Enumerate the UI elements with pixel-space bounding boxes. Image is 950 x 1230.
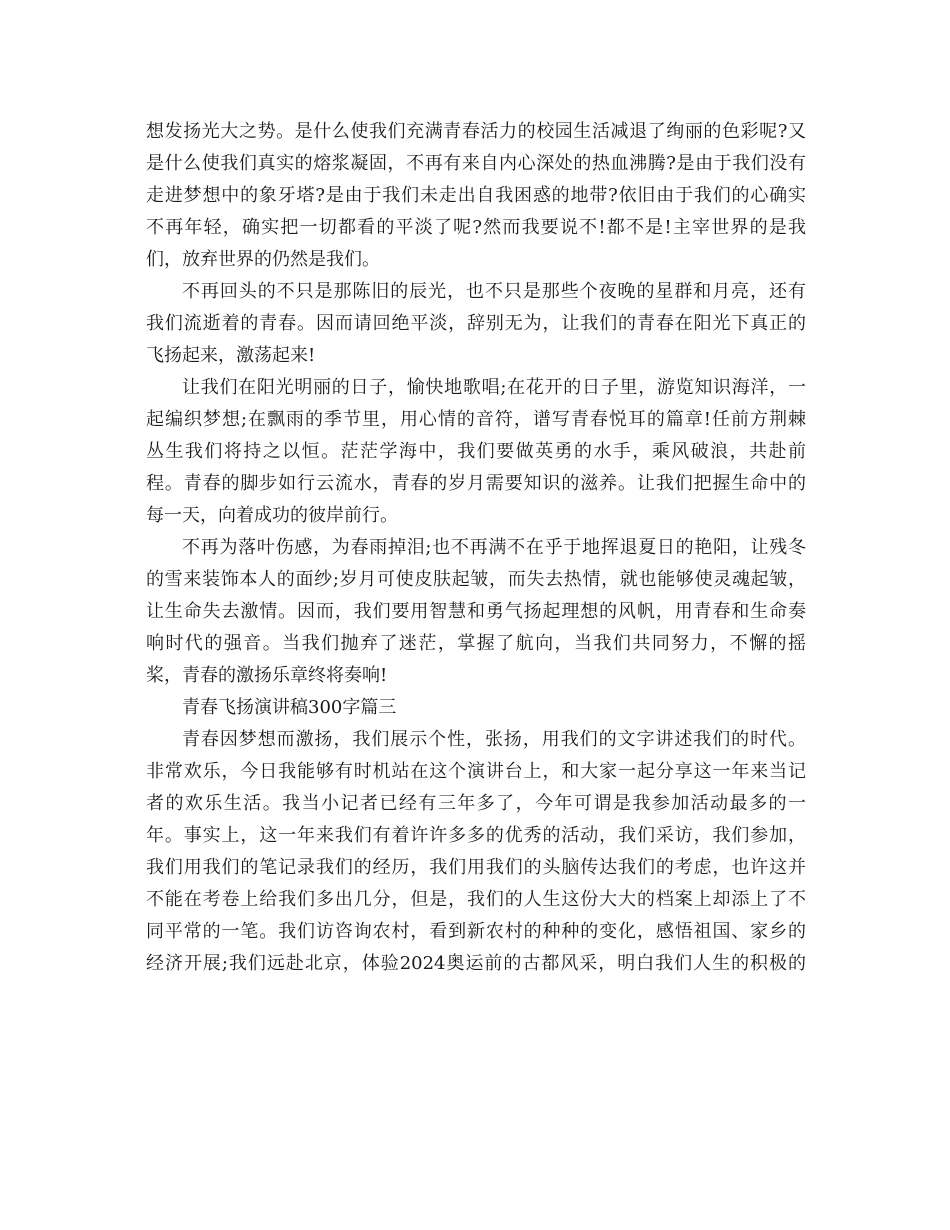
text-line: 不再为落叶伤感，为春雨掉泪;也不再满不在乎于地挥退夏日的艳阳，让残冬 [182, 537, 806, 558]
text-line: 不再年轻，确实把一切都看的平淡了呢?然而我要说不!都不是!主宰世界的是我 [146, 217, 806, 238]
text-line: 让生命失去激情。因而，我们要用智慧和勇气扬起理想的风帆，用青春和生命奏 [146, 601, 806, 622]
text-line: 不能在考卷上给我们多出几分，但是，我们的人生这份大大的档案上却添上了不 [146, 889, 806, 910]
document-body [146, 116, 806, 980]
text-line: 们，放弃世界的仍然是我们。 [146, 249, 380, 270]
text-line: 不再回头的不只是那陈旧的辰光，也不只是那些个夜晚的星群和月亮，还有 [182, 281, 806, 302]
text-line: 桨，青春的激扬乐章终将奏响! [146, 665, 388, 686]
text-line: 程。青春的脚步如行云流水，青春的岁月需要知识的滋养。让我们把握生命中的 [146, 473, 806, 494]
text-line: 年。事实上，这一年来我们有着许许多多的优秀的活动，我们采访，我们参加， [146, 825, 806, 846]
text-line: 每一天，向着成功的彼岸前行。 [146, 505, 398, 526]
paragraph-3 [146, 372, 806, 532]
text-line: 青春因梦想而激扬，我们展示个性，张扬，用我们的文字讲述我们的时代。 [182, 729, 806, 750]
text-line: 飞扬起来，激荡起来! [146, 345, 316, 366]
text-line: 的雪来装饰本人的面纱;岁月可使皮肤起皱，而失去热情，就也能够使灵魂起皱， [146, 569, 806, 590]
paragraph-2 [146, 276, 806, 372]
text-line: 我们流逝着的青春。因而请回绝平淡，辞别无为，让我们的青春在阳光下真正的 [146, 313, 806, 334]
text-line: 是什么使我们真实的熔浆凝固，不再有来自内心深处的热血沸腾?是由于我们没有 [146, 153, 806, 174]
paragraph-5 [146, 724, 806, 980]
text-line: 让我们在阳光明丽的日子，愉快地歌唱;在花开的日子里，游览知识海洋，一 [182, 377, 806, 398]
text-line: 非常欢乐，今日我能够有时机站在这个演讲台上，和大家一起分享这一年来当记 [146, 761, 806, 782]
text-line: 想发扬光大之势。是什么使我们充满青春活力的校园生活减退了绚丽的色彩呢?又 [146, 121, 806, 142]
text-line: 者的欢乐生活。我当小记者已经有三年多了，今年可谓是我参加活动最多的一 [146, 793, 806, 814]
text-line: 丛生我们将持之以恒。茫茫学海中，我们要做英勇的水手，乘风破浪，共赴前 [146, 441, 806, 462]
paragraph-4 [146, 532, 806, 692]
text-line: 同平常的一笔。我们访咨询农村，看到新农村的种种的变化，感悟祖国、家乡的 [146, 921, 806, 942]
text-line: 起编织梦想;在飘雨的季节里，用心情的音符，谱写青春悦耳的篇章!任前方荆棘 [146, 409, 806, 430]
text-line: 走进梦想中的象牙塔?是由于我们未走出自我困惑的地带?依旧由于我们的心确实 [146, 185, 806, 206]
text-line: 响时代的强音。当我们抛弃了迷茫，掌握了航向，当我们共同努力，不懈的摇 [146, 633, 806, 654]
text-line: 我们用我们的笔记录我们的经历，我们用我们的头脑传达我们的考虑，也许这并 [146, 857, 806, 878]
paragraph-1 [146, 116, 806, 276]
text-line: 经济开展;我们远赴北京，体验2024奥运前的古都风采，明白我们人生的积极的 [146, 953, 806, 974]
section-heading: 青春飞扬演讲稿300字篇三 [182, 697, 397, 718]
